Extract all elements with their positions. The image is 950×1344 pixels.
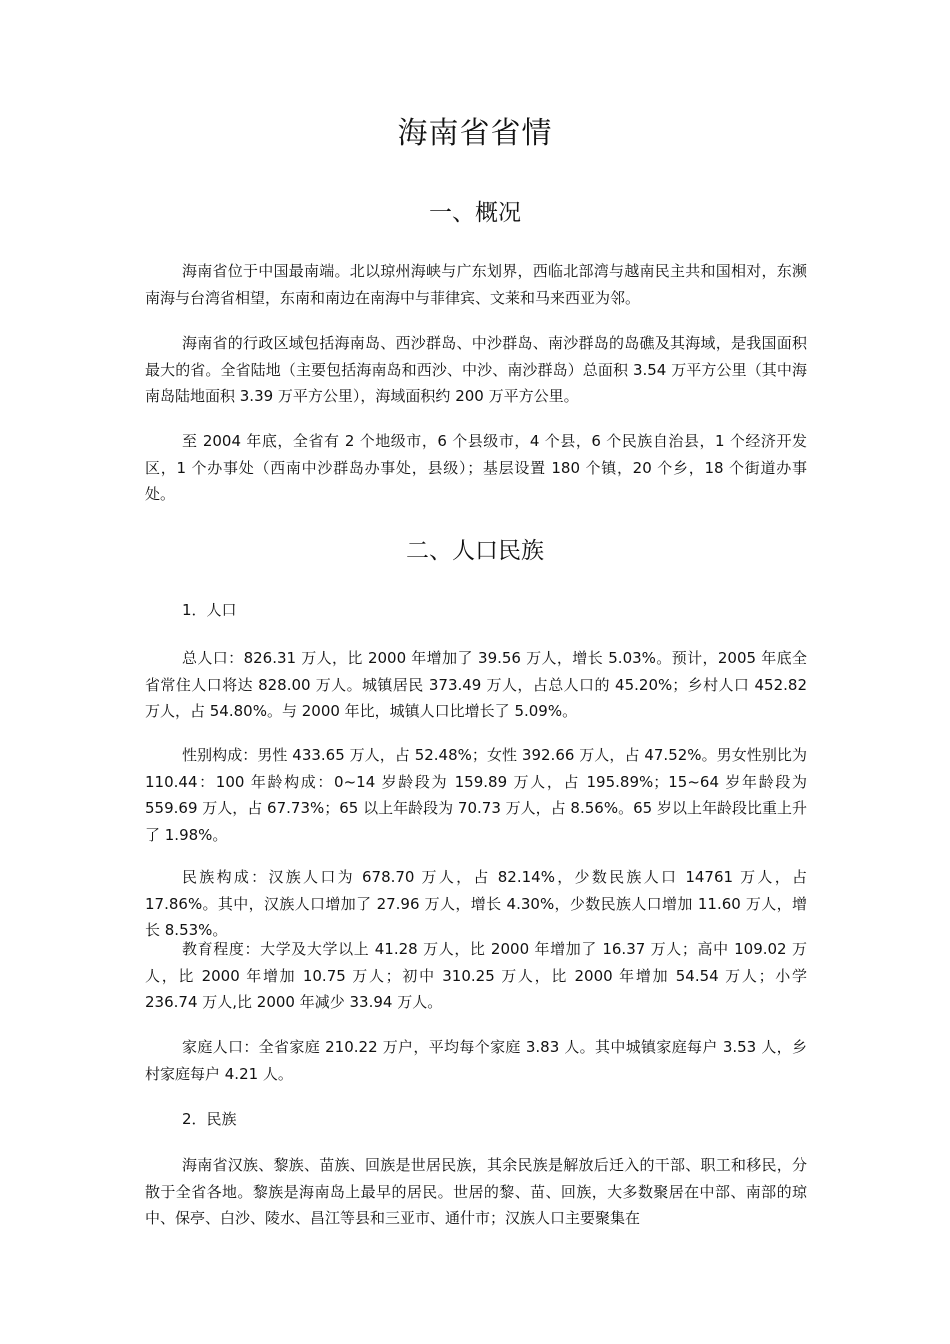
document-title: 海南省省情 [397,116,553,151]
paragraph-ethnic-composition: 民族构成：汉族人口为 678.70 万人，占 82.14%，少数民族人口 14761 万人，占 17.86%。其中，汉族人口增加了 27.96 万人，增长 4.30%，少数民族人口增加 11.60 万人，增长 8.53%。 [145,868,807,939]
section-heading-overview: 一、概况 [429,200,521,226]
paragraph-education: 教育程度：大学及大学以上 41.28 万人，比 2000 年增加了 16.37 万人；高中 109.02 万人，比 2000 年增加 10.75 万人；初中 310.25 万人，比 2000 年增加 54.54 万人；小学 236.74 万人,比 2000 年减少 33.94 万人。 [145,940,807,1011]
paragraph-household: 家庭人口：全省家庭 210.22 万户，平均每个家庭 3.83 人。其中城镇家庭每户 3.53 人，乡村家庭每户 4.21 人。 [145,1038,807,1083]
paragraph-area: 海南省的行政区域包括海南岛、西沙群岛、中沙群岛、南沙群岛的岛礁及其海域，是我国面积最大的省。全省陆地（主要包括海南岛和西沙、中沙、南沙群岛）总面积 3.54 万平方公里（其中海南岛陆地面积 3.39 万平方公里），海域面积约 200 万平方公里。 [145,334,807,405]
paragraph-total-population: 总人口：826.31 万人，比 2000 年增加了 39.56 万人，增长 5.03%。预计，2005 年底全省常住人口将达 828.00 万人。城镇居民 373.49 万人，占总人口的 45.20%；乡村人口 452.82 万人，占 54.80%。与 2000 年比，城镇人口比增长了 5.09%。 [145,649,807,720]
section-heading-population: 二、人口民族 [406,538,544,564]
paragraph-location: 海南省位于中国最南端。北以琼州海峡与广东划界，西临北部湾与越南民主共和国相对，东濒南海与台湾省相望，东南和南边在南海中与菲律宾、文莱和马来西亚为邻。 [145,262,807,307]
paragraph-gender-age: 性别构成：男性 433.65 万人，占 52.48%；女性 392.66 万人，占 47.52%。男女性别比为 110.44：100 年龄构成：0~14 岁龄段为 159.89 万人，占 195.89%；15~64 岁年龄段为 559.69 万人，占 67.73%；65 以上年龄段为 70.73 万人，占 8.56%。65 岁以上年龄段比重上升了 1.98%。 [145,746,807,844]
paragraph-administration: 至 2004 年底，全省有 2 个地级市，6 个县级市，4 个县，6 个民族自治县，1 个经济开发区，1 个办事处（西南中沙群岛办事处，县级）；基层设置 180 个镇，20 个乡，18 个街道办事处。 [145,432,807,503]
subsection-label-ethnicity: 2．民族 [182,1110,237,1128]
subsection-label-population: 1．人口 [182,601,237,619]
paragraph-ethnic-groups: 海南省汉族、黎族、苗族、回族是世居民族，其余民族是解放后迁入的干部、职工和移民，分散于全省各地。黎族是海南岛上最早的居民。世居的黎、苗、回族，大多数聚居在中部、南部的琼中、保亭、白沙、陵水、昌江等县和三亚市、通什市；汉族人口主要聚集在 [145,1156,807,1227]
